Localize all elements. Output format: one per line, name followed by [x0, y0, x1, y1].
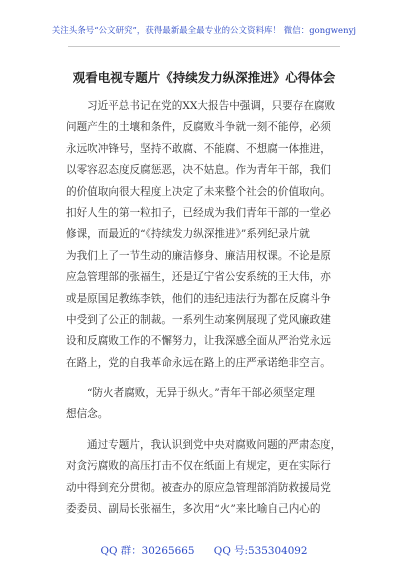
body-line: 问题产生的土壤和条件，反腐败斗争就一刻不能停，必须	[66, 121, 331, 134]
page-footer	[0, 542, 408, 557]
page-header-notice: 关注头条号“公文研究”，获得最新最全最专业的公文资料库！ 微信：gongwenyj	[51, 25, 357, 35]
body-line: 对贪污腐败的高压打击不仅在纸面上有规定，更在实际行	[66, 460, 331, 473]
body-line: 的价值取向很大程度上决定了未来整个社会的价值取向。	[66, 185, 331, 198]
body-line: 动中得到充分贯彻。被查办的原应急管理部消防救援局党	[66, 481, 331, 494]
body-line: 设和反腐败工作的不懈努力，让我深感全面从严治党永远	[66, 335, 331, 348]
body-line: 想信念。	[66, 408, 109, 421]
footer-qq-number: QQ 号:535304092	[213, 545, 308, 557]
body-line: 以零容忍态度反腐惩恶，决不姑息。作为青年干部，我们	[66, 164, 331, 177]
paragraph-gap	[66, 374, 342, 383]
body-line: 中受到了公正的制裁。一系列生动案例展现了党风廉政建	[66, 313, 331, 326]
body-line: 修课，而最近的“《持续发力纵深推进》”系列纪录片就	[66, 228, 310, 241]
body-line: 应急管理部的张福生，还是辽宁省公安系统的王大伟，亦	[66, 271, 331, 284]
body-line: 在路上，党的自我革命永远在路上的庄严承诺绝非空言。	[66, 356, 331, 369]
body-line: “防火者腐败，无异于纵火。”青年干部必须坚定理	[87, 387, 315, 400]
header-divider	[68, 46, 340, 47]
body-line: 扣好人生的第一粒扣子，已经成为我们青年干部的一堂必	[66, 206, 331, 219]
document-body	[66, 96, 342, 520]
body-line: 永远吹冲锋号，坚持不敢腐、不能腐、不想腐一体推进，	[66, 142, 331, 155]
body-line: 委委员、副局长张福生，多次用“火”来比喻自己内心的	[66, 503, 321, 516]
document-title: 观看电视专题片《持续发力纵深推进》心得体会	[72, 70, 336, 85]
footer-qq-group: QQ 群：30265665	[100, 545, 195, 557]
body-line: 习近平总书记在党的XX大报告中强调，只要存在腐败	[87, 100, 336, 112]
body-line: 通过专题片，我认识到党中央对腐败问题的严肃态度，	[87, 438, 342, 451]
paragraph-gap	[66, 426, 342, 435]
body-line: 为我们上了一节生动的廉洁修身、廉洁用权课。不论是原	[66, 249, 331, 262]
body-line: 或是原国足教练李铁，他们的违纪违法行为都在反腐斗争	[66, 292, 331, 305]
